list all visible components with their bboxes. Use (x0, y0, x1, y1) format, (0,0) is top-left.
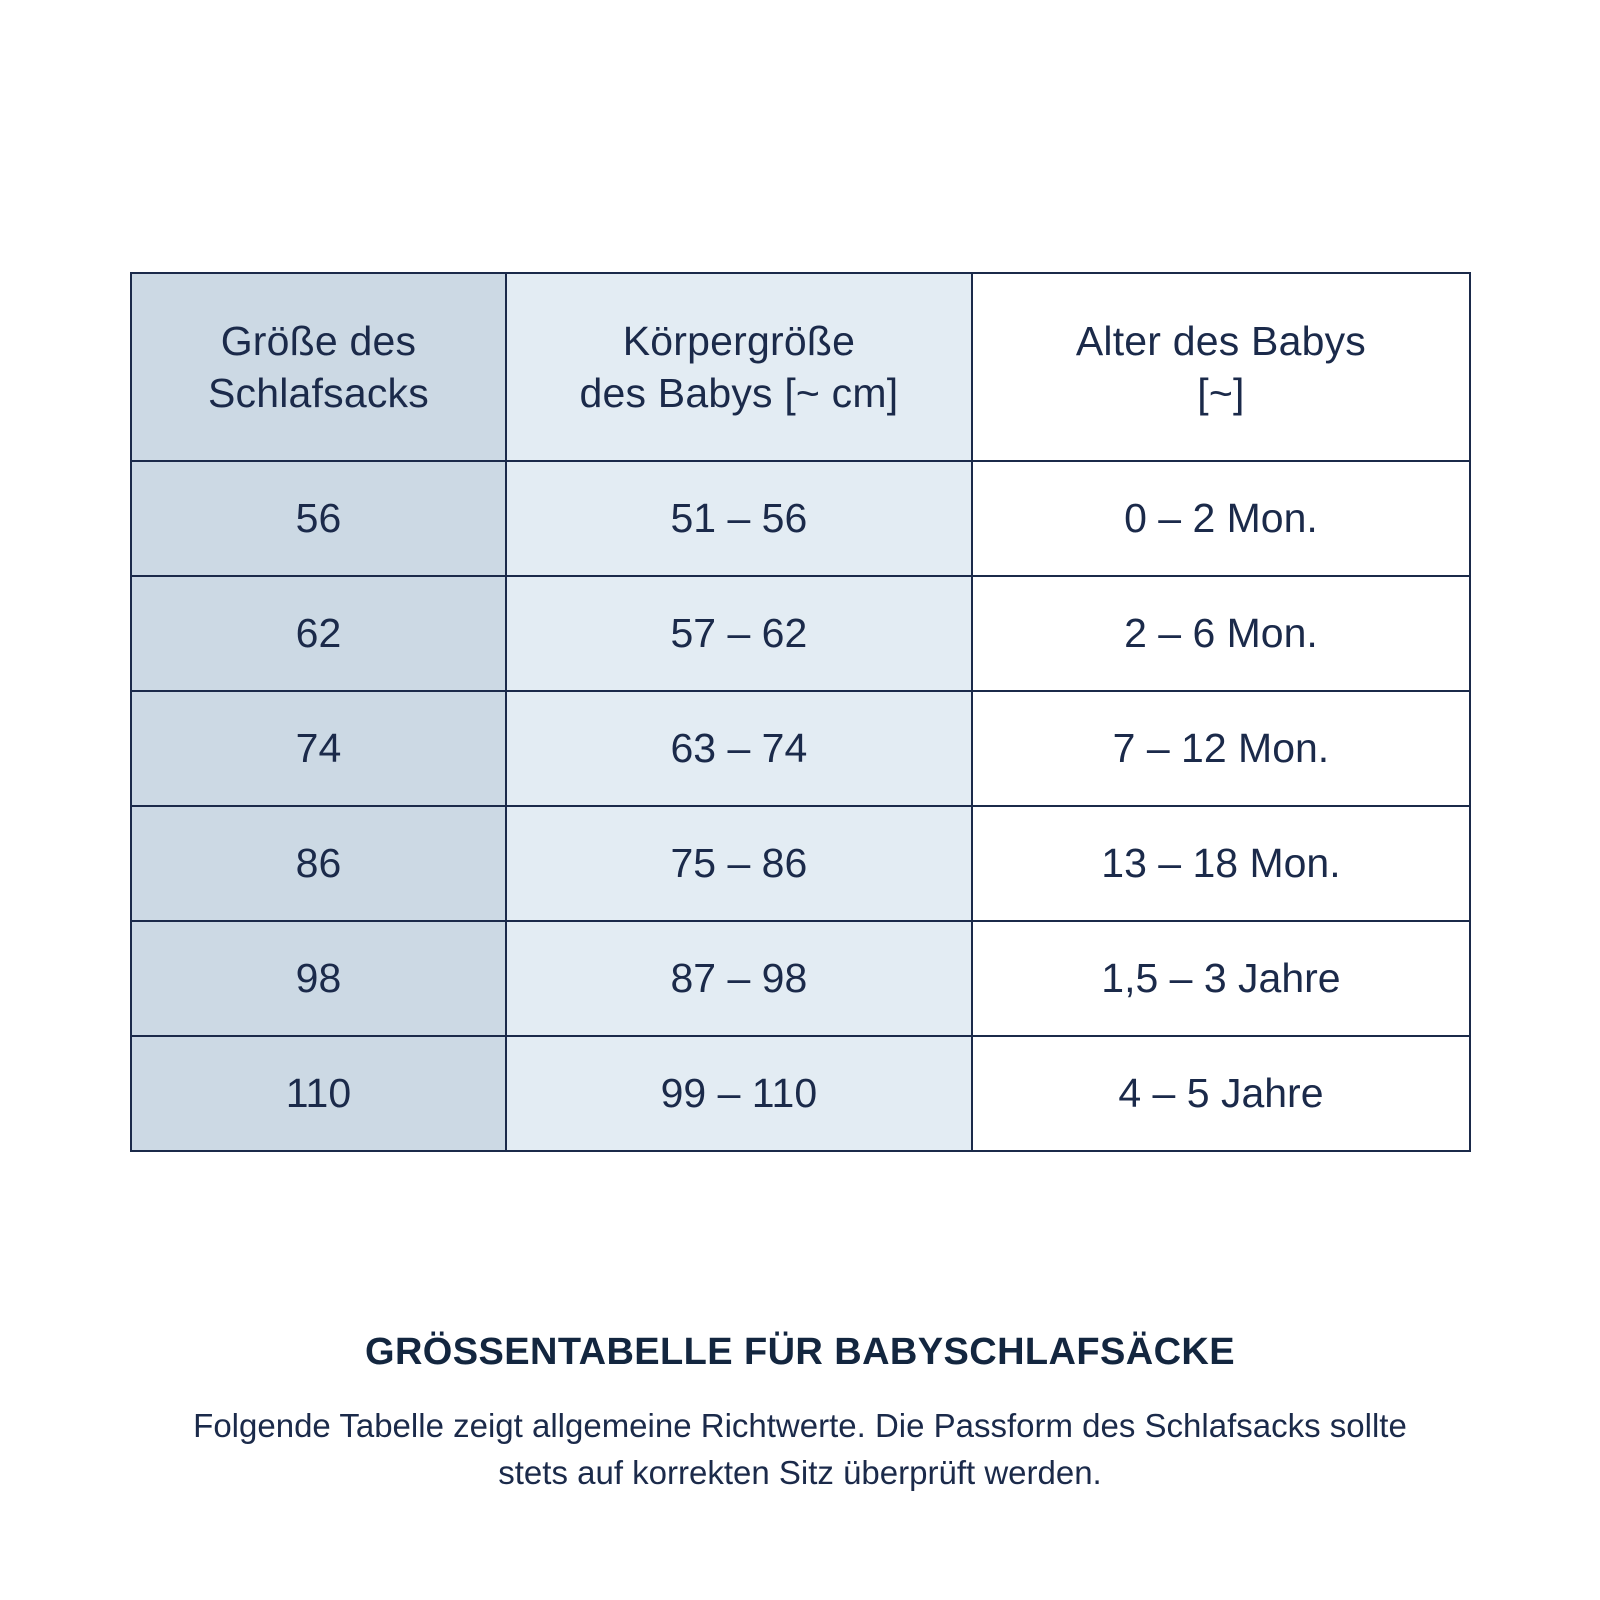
cell-age: 2 – 6 Mon. (972, 576, 1470, 691)
table-header-row (131, 273, 1470, 461)
column-header-body-height-line2: des Babys [~ cm] (579, 370, 899, 416)
caption-block (150, 1330, 1450, 1497)
caption-text: Folgende Tabelle zeigt allgemeine Richtwerte. Die Passform des Schlafsacks sollte stets auf korrekten Sitz überprüft werden. (193, 1406, 1407, 1492)
size-table (130, 272, 1471, 1152)
column-header-age (972, 273, 1470, 461)
size-table-container (130, 272, 1471, 1152)
table-body (131, 461, 1470, 1151)
cell-size: 86 (131, 806, 506, 921)
cell-size: 74 (131, 691, 506, 806)
table-row (131, 576, 1470, 691)
cell-body-height: 99 – 110 (506, 1036, 972, 1151)
cell-body-height: 51 – 56 (506, 461, 972, 576)
table-row (131, 691, 1470, 806)
column-header-body-height-line1: Körpergröße (622, 317, 856, 364)
cell-body-height: 57 – 62 (506, 576, 972, 691)
cell-age: 7 – 12 Mon. (972, 691, 1470, 806)
column-header-size-line1: Größe des (220, 317, 417, 364)
cell-size: 56 (131, 461, 506, 576)
column-header-age-line2: [~] (1197, 370, 1245, 416)
table-header (131, 273, 1470, 461)
cell-age: 13 – 18 Mon. (972, 806, 1470, 921)
table-row (131, 461, 1470, 576)
cell-age: 0 – 2 Mon. (972, 461, 1470, 576)
cell-size: 98 (131, 921, 506, 1036)
column-header-size-line2: Schlafsacks (207, 370, 429, 416)
cell-body-height: 75 – 86 (506, 806, 972, 921)
column-header-age-line1: Alter des Babys (1075, 317, 1366, 364)
table-row (131, 806, 1470, 921)
cell-size: 62 (131, 576, 506, 691)
column-header-size (131, 273, 506, 461)
cell-age: 4 – 5 Jahre (972, 1036, 1470, 1151)
caption-title: GRÖSSENTABELLE FÜR BABYSCHLAFSÄCKE (364, 1331, 1236, 1373)
cell-size: 110 (131, 1036, 506, 1151)
table-row (131, 1036, 1470, 1151)
cell-body-height: 87 – 98 (506, 921, 972, 1036)
cell-body-height: 63 – 74 (506, 691, 972, 806)
cell-age: 1,5 – 3 Jahre (972, 921, 1470, 1036)
table-row (131, 921, 1470, 1036)
column-header-body-height (506, 273, 972, 461)
